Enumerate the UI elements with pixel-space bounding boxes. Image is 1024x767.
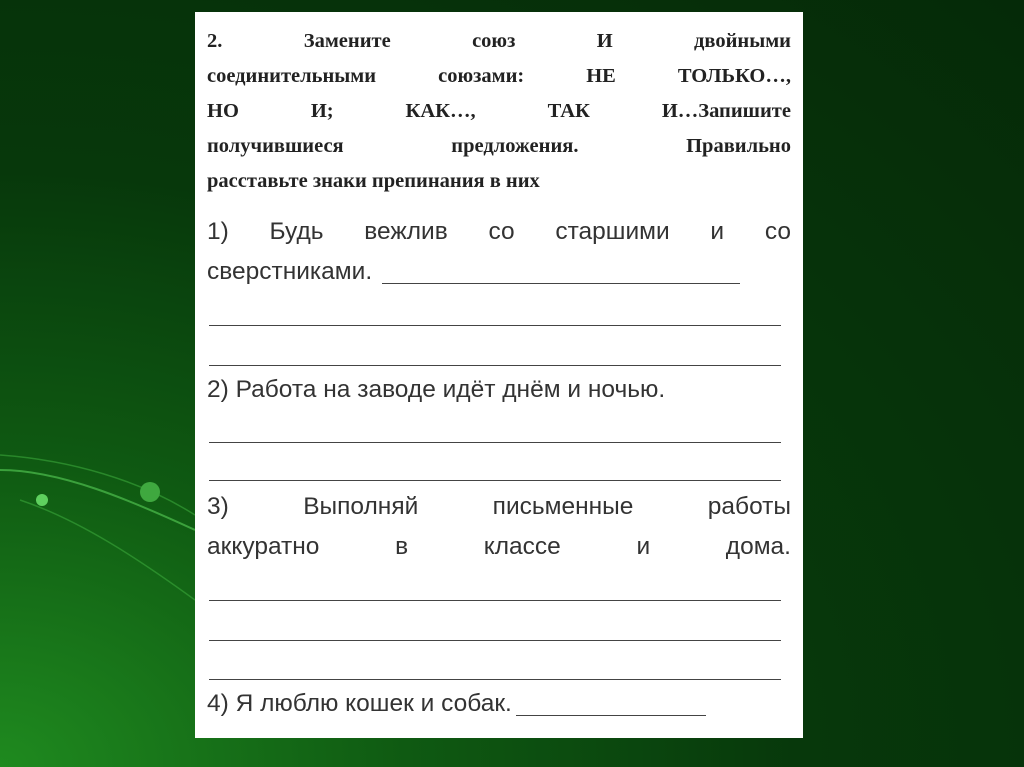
task-line-1: 2. Замените союз И двойными <box>207 30 791 52</box>
task-instruction <box>207 24 791 199</box>
exercise-1-line-2: сверстниками. <box>207 252 791 292</box>
answer-line[interactable] <box>209 325 781 326</box>
task-line-5: расставьте знаки препинания в них <box>207 170 540 192</box>
task-line-4: получившиеся предложения. Правильно <box>207 135 791 157</box>
task-line-3: НО И; КАК…, ТАК И…Запишите <box>207 100 791 122</box>
exercise-4 <box>207 684 791 724</box>
exercise-2 <box>207 370 791 410</box>
answer-line[interactable] <box>209 600 781 601</box>
exercise-4-line-1: 4) Я люблю кошек и собак. <box>207 684 791 724</box>
exercise-3-line-1: 3) Выполняй письменные работы <box>207 493 791 520</box>
answer-blank[interactable] <box>382 261 740 284</box>
exercise-1-line-1: 1) Будь вежлив со старшими и со <box>207 218 791 245</box>
exercise-3-line-2: аккуратно в классе и дома. <box>207 533 791 560</box>
worksheet <box>195 12 803 738</box>
exercise-1 <box>207 212 791 292</box>
answer-line[interactable] <box>209 480 781 481</box>
answer-line[interactable] <box>209 442 781 443</box>
answer-line[interactable] <box>209 640 781 641</box>
exercise-3 <box>207 487 791 567</box>
answer-line[interactable] <box>209 679 781 680</box>
task-line-2: соединительными союзами: НЕ ТОЛЬКО…, <box>207 65 791 87</box>
answer-line[interactable] <box>209 365 781 366</box>
exercise-2-line-1: 2) Работа на заводе идёт днём и ночью. <box>207 376 666 403</box>
answer-blank[interactable] <box>516 693 706 716</box>
background-swoosh-decoration <box>0 0 195 767</box>
